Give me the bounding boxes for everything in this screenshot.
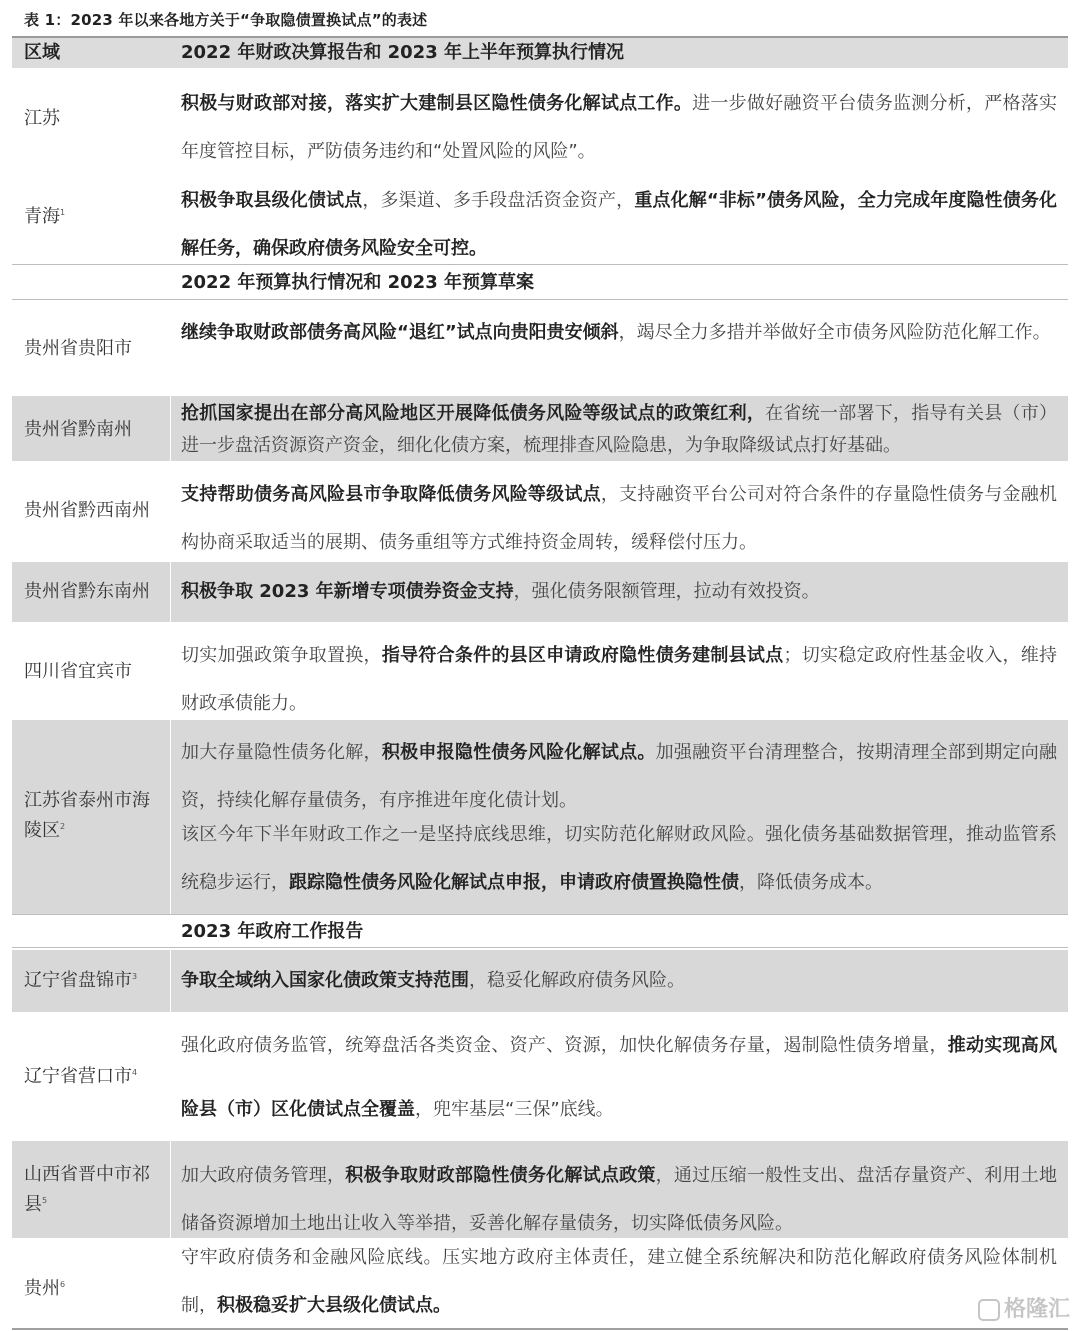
description-cell: 切实加强政策争取置换，指导符合条件的县区申请政府隐性债务建制县试点；切实稳定政府性基金收入，维持财政承债能力。: [181, 645, 1058, 714]
footnote-marker: 5: [42, 1196, 48, 1205]
description-cell: 继续争取财政部债务高风险“退红”试点向贵阳贵安倾斜，竭尽全力多措并举做好全市债务风险防范化解工作。: [181, 322, 1051, 343]
description-cell: 积极争取 2023 年新增专项债券资金支持，强化债务限额管理，拉动有效投资。: [181, 581, 820, 602]
footnote-marker: 1: [60, 208, 66, 217]
row-separator: [12, 914, 1068, 915]
region-cell: 山西省晋中市祁县$^5$: [24, 1164, 150, 1215]
region-cell: 贵州省黔东南州: [24, 581, 150, 602]
footnote-marker: 3: [132, 972, 138, 981]
region-cell: 江苏: [24, 108, 60, 129]
region-cell: 贵州省黔西南州: [24, 500, 150, 521]
header-region: 区域: [24, 42, 60, 63]
description-cell: 守牢政府债务和金融风险底线。压实地方政府主体责任，建立健全系统解决和防范化解政府债务风险体制机制，积极稳妥扩大县级化债试点。: [181, 1247, 1057, 1316]
footnote-marker: 2: [60, 822, 66, 831]
watermark-text: 格隆汇: [1003, 1297, 1070, 1322]
region-cell: 辽宁省营口市$^4$: [24, 1066, 138, 1087]
description-cell: 强化政府债务监管，统筹盘活各类资金、资产、资源，加快化解债务存量，遏制隐性债务增量，推动实现高风险县（市）区化债试点全覆盖，兜牢基层“三保”底线。: [181, 1035, 1057, 1120]
table-title: 表 1：2023 年以来各地方关于“争取隐债置换试点”的表述: [24, 11, 428, 29]
description-cell: 抢抓国家提出在部分高风险地区开展降低债务风险等级试点的政策红利，在省统一部署下，指导有关县（市）进一步盘活资源资产资金，细化化债方案，梳理排查风险隐患，为争取降级试点打好基础。: [181, 403, 1058, 456]
description-cell: 支持帮助债务高风险县市争取降低债务风险等级试点，支持融资平台公司对符合条件的存量隐性债务与金融机构协商采取适当的展期、债务重组等方式维持资金周转，缓释偿付压力。: [181, 484, 1058, 553]
column-divider: [170, 562, 171, 622]
section-header-3: 2023 年政府工作报告: [181, 921, 364, 942]
region-cell: 青海$^1$: [24, 206, 66, 227]
footnote-marker: 4: [132, 1068, 138, 1077]
table-bottom-rule: [12, 1328, 1068, 1330]
region-cell: 贵州省贵阳市: [24, 338, 132, 359]
region-cell: 四川省宜宾市: [24, 661, 132, 682]
watermark-logo-icon: [978, 1299, 1000, 1321]
description-cell: 积极与财政部对接，落实扩大建制县区隐性债务化解试点工作。进一步做好融资平台债务监测分析，严格落实年度管控目标，严防债务违约和“处置风险的风险”。: [181, 93, 1058, 162]
region-cell: 辽宁省盘锦市$^3$: [24, 970, 138, 991]
row-separator: [12, 947, 1068, 948]
section-header-2: 2022 年预算执行情况和 2023 年预算草案: [181, 272, 534, 293]
header-section-1: 2022 年财政决算报告和 2023 年上半年预算执行情况: [181, 42, 624, 63]
column-divider: [170, 1141, 171, 1238]
column-divider: [170, 720, 171, 914]
region-cell: 贵州省黔南州: [24, 419, 132, 440]
column-divider: [170, 950, 171, 1012]
description-cell: 积极争取县级化债试点，多渠道、多手段盘活资金资产，重点化解“非标”债务风险，全力完成年度隐性债务化解任务，确保政府债务风险安全可控。: [181, 190, 1058, 259]
description-cell: 加大存量隐性债务化解，积极申报隐性债务风险化解试点。加强融资平台清理整合，按期清理全部到期定向融资，持续化解存量债务，有序推进年度化债计划。: [181, 742, 1058, 811]
column-divider: [170, 396, 171, 461]
watermark: [978, 1292, 1070, 1323]
description-cell-2: 该区今年下半年财政工作之一是坚持底线思维，切实防范化解财政风险。强化债务基础数据管理，推动监管系统稳步运行，跟踪隐性债务风险化解试点申报，申请政府债置换隐性债，降低债务成本。: [181, 824, 1057, 893]
description-cell: 争取全域纳入国家化债政策支持范围，稳妥化解政府债务风险。: [181, 970, 685, 991]
row-separator: [12, 299, 1068, 300]
description-cell: 加大政府债务管理，积极争取财政部隐性债务化解试点政策，通过压缩一般性支出、盘活存量资产、利用土地储备资源增加土地出让收入等举措，妥善化解存量债务，切实降低债务风险。: [181, 1165, 1058, 1234]
region-cell: 江苏省泰州市海陵区$^2$: [24, 790, 150, 841]
footnote-marker: 6: [60, 1280, 66, 1289]
region-cell: 贵州$^6$: [24, 1278, 66, 1299]
